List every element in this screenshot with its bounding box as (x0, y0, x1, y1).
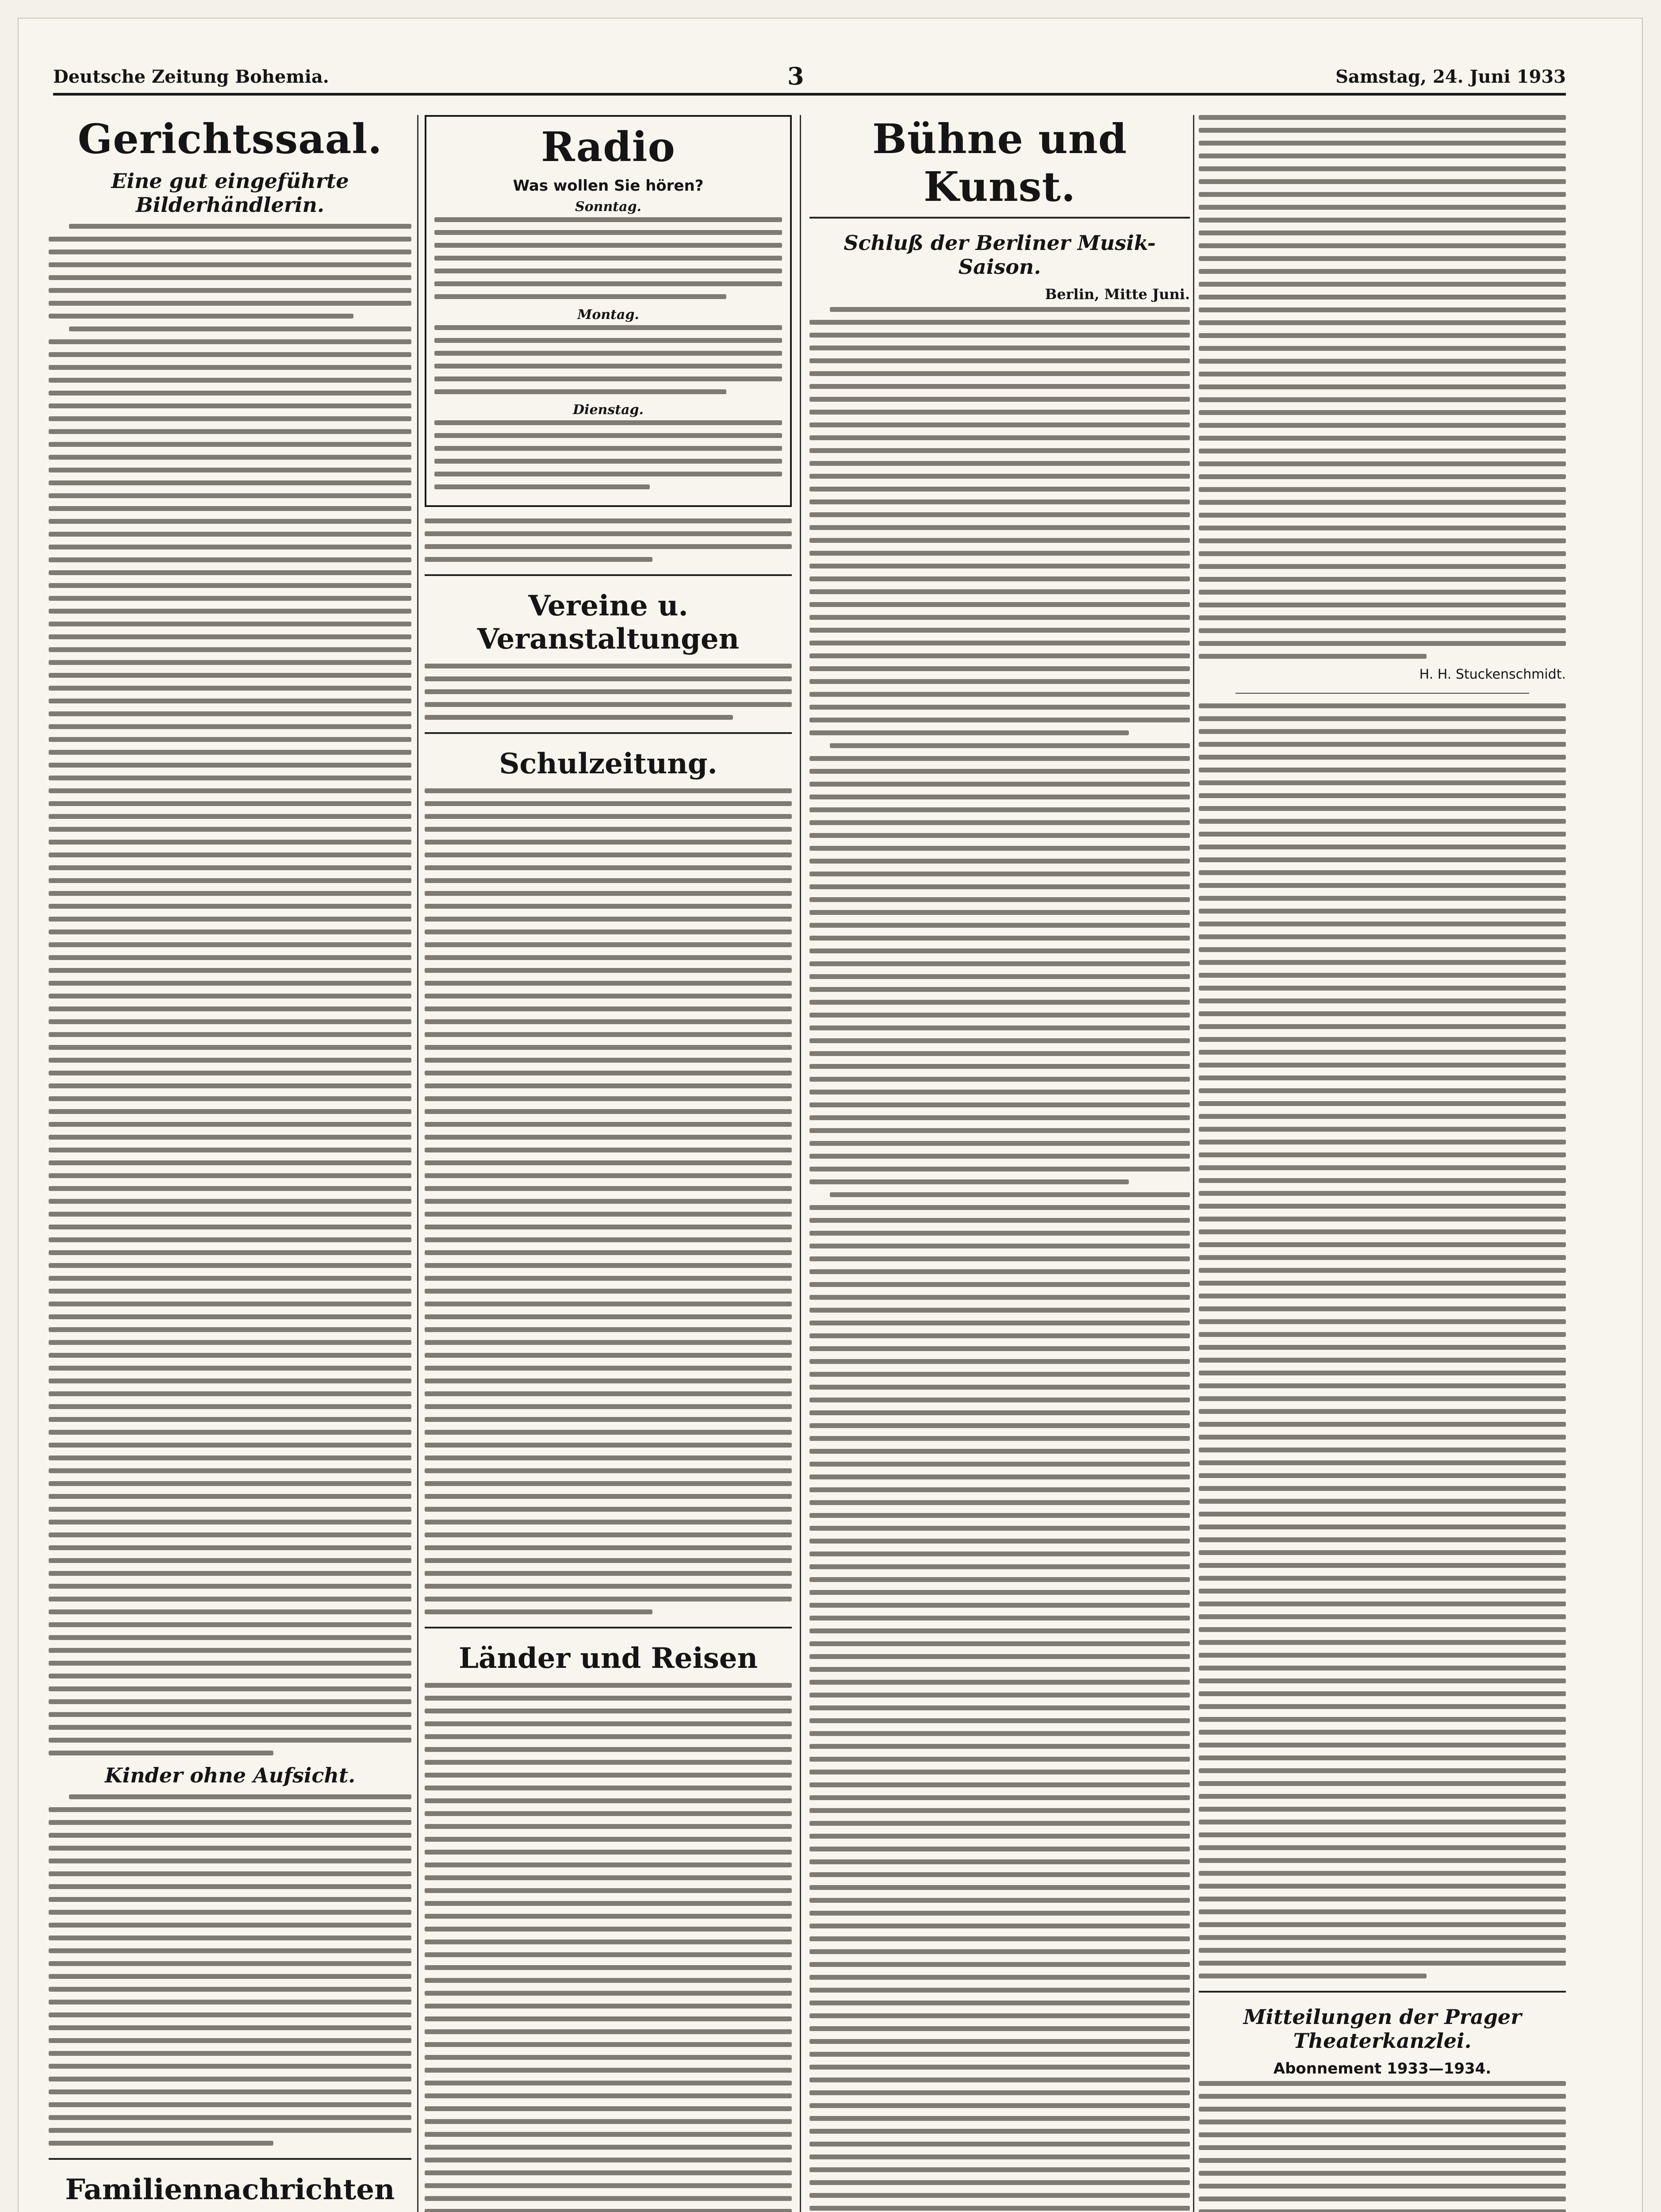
school-notices (425, 788, 792, 1614)
article-title-berlin: Schluß der Berliner Musik-Saison. (844, 231, 1156, 279)
section-title-culture: Bühne und Kunst. (872, 115, 1128, 211)
column-radio (425, 115, 792, 2212)
article-title-kinder: Kinder ohne Aufsicht. (104, 1763, 356, 1787)
article-body-cont (1199, 115, 1566, 659)
byline: H. H. Stuckenschmidt. (1419, 667, 1566, 682)
issue-date: Samstag, 24. Juni 1933 (1335, 66, 1566, 87)
section-title-travel: Länder und Reisen (458, 1642, 758, 1675)
article-body (49, 224, 411, 1755)
section-title-family: Familiennachrichten (65, 2173, 395, 2206)
section-title-radio: Radio (541, 123, 675, 171)
theatre-notices (1199, 2081, 1566, 2212)
radio-subtitle: Was wollen Sie hören? (513, 177, 704, 195)
column-rule (800, 115, 801, 2212)
article-title-bilderhaendlerin: Eine gut eingeführte Bilderhändlerin. (111, 169, 349, 217)
theatre-subtitle: Abonnement 1933—1934. (1273, 2060, 1492, 2078)
page-number: 3 (787, 62, 804, 90)
day-heading: Sonntag. (575, 199, 641, 215)
radio-box (425, 115, 792, 507)
culture-notices (1199, 703, 1566, 1978)
column-culture-cont (1199, 115, 1566, 2212)
column-culture (809, 115, 1190, 2212)
section-title-school: Schulzeitung. (499, 747, 717, 780)
section-title-court: Gerichtssaal. (77, 115, 383, 163)
section-title-theatre: Mitteilungen der Prager Theaterkanzlei. (1243, 2005, 1522, 2053)
column-rule (1193, 115, 1194, 2212)
paper-name: Deutsche Zeitung Bohemia. (53, 66, 329, 87)
masthead (53, 62, 1566, 96)
day-heading: Dienstag. (573, 402, 644, 418)
travel-notices (425, 1683, 792, 2212)
article-body (809, 307, 1190, 2212)
column-rule (417, 115, 418, 2212)
column-court (49, 115, 411, 2212)
dateline: Berlin, Mitte Juni. (1045, 286, 1190, 303)
day-heading: Montag. (577, 307, 639, 323)
section-title-vereine: Vereine u. Veranstaltungen (477, 589, 740, 656)
article-body (49, 1794, 411, 2146)
